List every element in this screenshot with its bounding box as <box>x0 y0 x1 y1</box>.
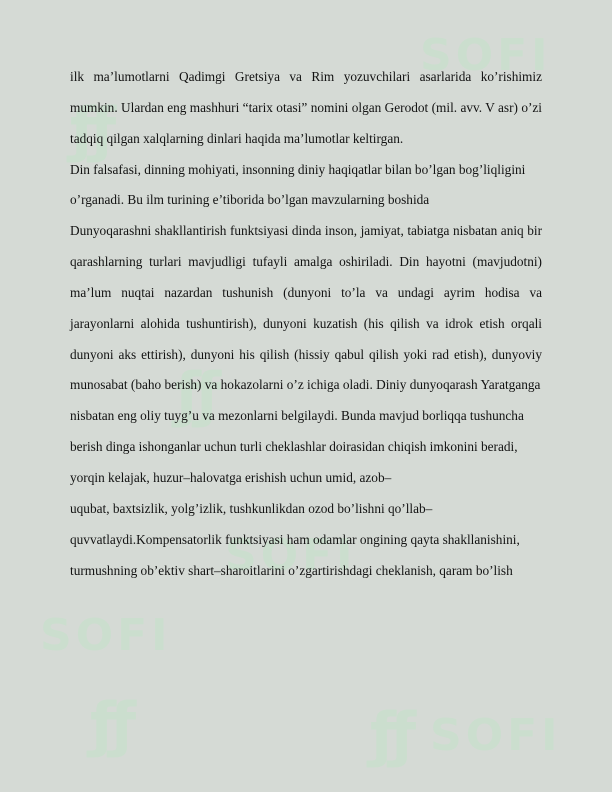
watermark-text: SOFI <box>40 610 172 661</box>
paragraph: Dunyoqarashni shakllantirish funktsiyasi dinda inson, jamiyat, tabiatga nisbatan aniq bir qarashlarning turlari mavjudligi tufayli amalga oshiriladi. Din hayotni (mavjudotni) ma’lum nuqtai nazardan tushunish (dunyoni to’la va undagi ayrim hodisa va jarayonlarni alohida tushuntirish), dunyoni kuzatish (his qilish va idrok etish orqali dunyoni aks ettirish), dunyoni his qilish (hissiy qabul qilish yoki rad etish), dunyoviy munosabat (baho berish) va hokazolarni o’z ichiga oladi. Diniy dunyoqarash Yaratganga <box>70 223 542 393</box>
watermark-text: SOFI <box>225 530 357 581</box>
paragraph: uqubat, baxtsizlik, yolg’izlik, tushkunlikdan ozod bo’lishni qo’llab– quvvatlaydi.Kompensatorlik funktsiyasi ham odamlar ongining qayta shakllanishini, turmushning ob’ektiv shart–sharoitlarini o’zgartirishdagi cheklanish, qaram bo’lish <box>70 500 520 578</box>
watermark-text: SOFI <box>430 710 562 761</box>
paragraph: Din falsafasi, dinning mohiyati, insonning diniy haqiqatlar bilan bo’lgan bog’liqligini o’rganadi. Bu ilm turining e’tiborida bo’lgan mavzularning boshida <box>70 161 526 208</box>
paragraph: ilk ma’lumotlarni Qadimgi Gretsiya va Rim yozuvchilari asarlarida ko’rishimiz mumkin. Ulardan eng mashhuri “tarix otasi” nomini olgan Gerodot (mil. avv. V asr) o’zi tadqiq qilgan xalqlarning dinlari haqida ma’lumotlar keltirgan. <box>70 69 542 146</box>
watermark-text: SOFI <box>420 30 552 81</box>
watermark-logo-icon: ƒƒ <box>175 360 216 430</box>
watermark-logo-icon: ƒƒ <box>90 690 131 760</box>
watermark-logo-icon: ƒƒ <box>70 95 111 165</box>
paragraph: nisbatan eng oliy tuyg’u va mezonlarni belgilaydi. Bunda mavjud borliqqa tushuncha berish dinga ishonganlar uchun turli cheklashlar doirasidan chiqish imkonini beradi, yorqin kelajak, huzur–halovatga erishish uchun umid, azob– <box>70 408 524 485</box>
watermark-logo-icon: ƒƒ <box>370 700 411 770</box>
